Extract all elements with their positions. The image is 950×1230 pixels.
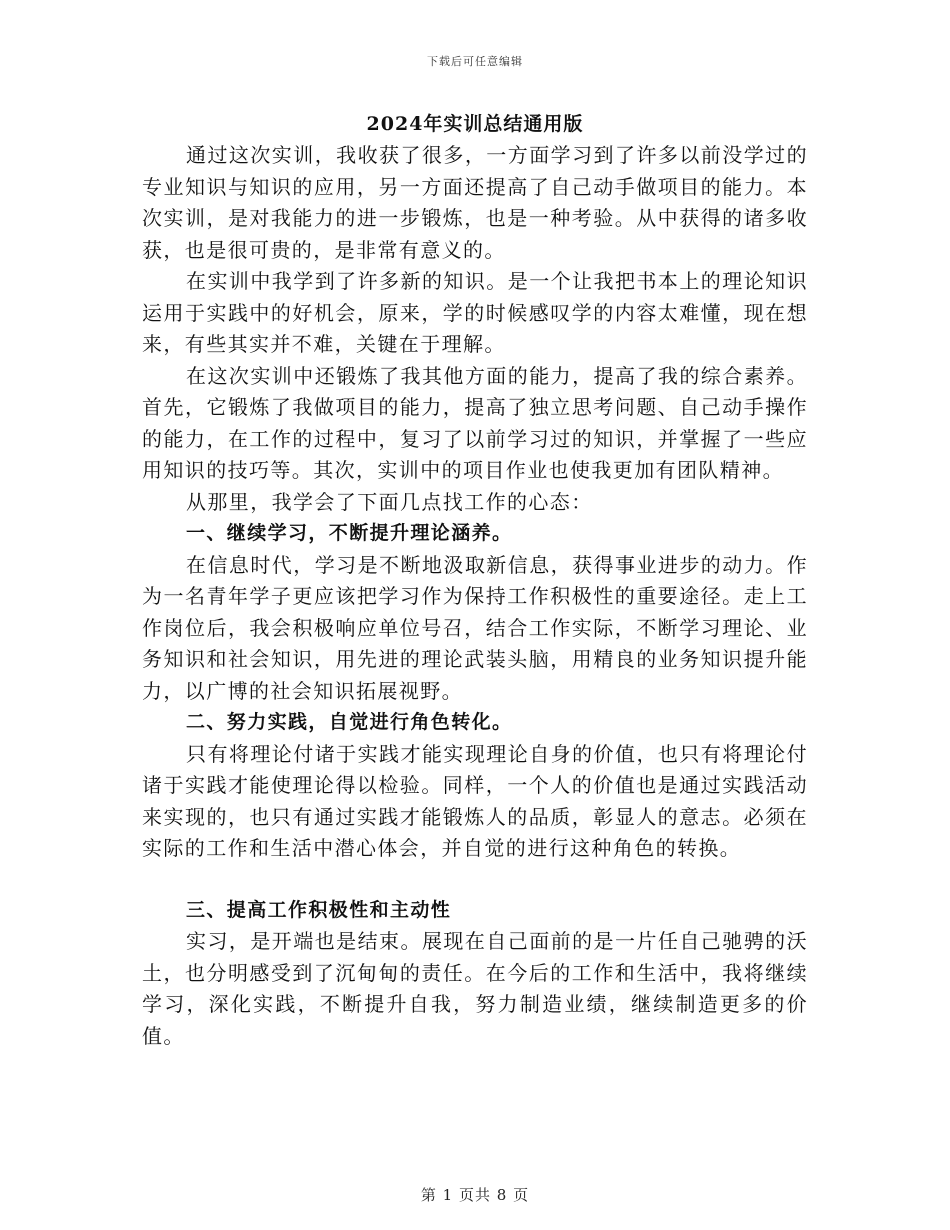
section-body-3: 实习，是开端也是结束。展现在自己面前的是一片任自己驰骋的沃土，也分明感受到了沉甸甸的责任。在今后的工作和生活中，我将继续学习，深化实践，不断提升自我，努力制造业绩，继续制造更多的价值。	[142, 929, 808, 1048]
section-heading-2: 二、努力实践，自觉进行角色转化。	[186, 711, 513, 733]
intro-paragraph-4: 从那里，我学会了下面几点找工作的心态：	[186, 489, 593, 514]
section-body-1: 在信息时代，学习是不断地汲取新信息，获得事业进步的动力。作为一名青年学子更应该把学习作为保持工作积极性的重要途径。走上工作岗位后，我会积极响应单位号召，结合工作实际，不断学习理论、业务知识和社会知识，用先进的理论武装头脑，用精良的业务知识提升能力，以广博的社会知识拓展视野。	[142, 552, 808, 703]
intro-paragraph-2: 在实训中我学到了许多新的知识。是一个让我把书本上的理论知识运用于实践中的好机会，原来，学的时候感叹学的内容太难懂，现在想来，有些其实并不难，关键在于理解。	[142, 269, 808, 356]
page-header: 下载后可任意编辑	[427, 55, 523, 68]
intro-paragraph-3: 在这次实训中还锻炼了我其他方面的能力，提高了我的综合素养。首先，它锻炼了我做项目的能力，提高了独立思考问题、自己动手操作的能力，在工作的过程中，复习了以前学习过的知识，并掌握了一些应用知识的技巧等。其次，实训中的项目作业也使我更加有团队精神。	[142, 363, 808, 482]
page-number: 第 1 页共 8 页	[420, 1186, 530, 1204]
section-body-2: 只有将理论付诸于实践才能实现理论自身的价值，也只有将理论付诸于实践才能使理论得以检验。同样，一个人的价值也是通过实践活动来实现的，也只有通过实践才能锻炼人的品质，彰显人的意志。必须在实际的工作和生活中潜心体会，并自觉的进行这种角色的转换。	[142, 741, 808, 860]
intro-paragraph-1: 通过这次实训，我收获了很多，一方面学习到了许多以前没学过的专业知识与知识的应用，另一方面还提高了自己动手做项目的能力。本次实训，是对我能力的进一步锻炼，也是一种考验。从中获得的诸多收获，也是很可贵的，是非常有意义的。	[142, 143, 808, 262]
document-body	[142, 108, 808, 1052]
section-heading-1: 一、继续学习，不断提升理论涵养。	[186, 522, 513, 544]
section-heading-3: 三、提高工作积极性和主动性	[186, 898, 452, 921]
document-title: 2024年实训总结通用版	[366, 113, 584, 135]
